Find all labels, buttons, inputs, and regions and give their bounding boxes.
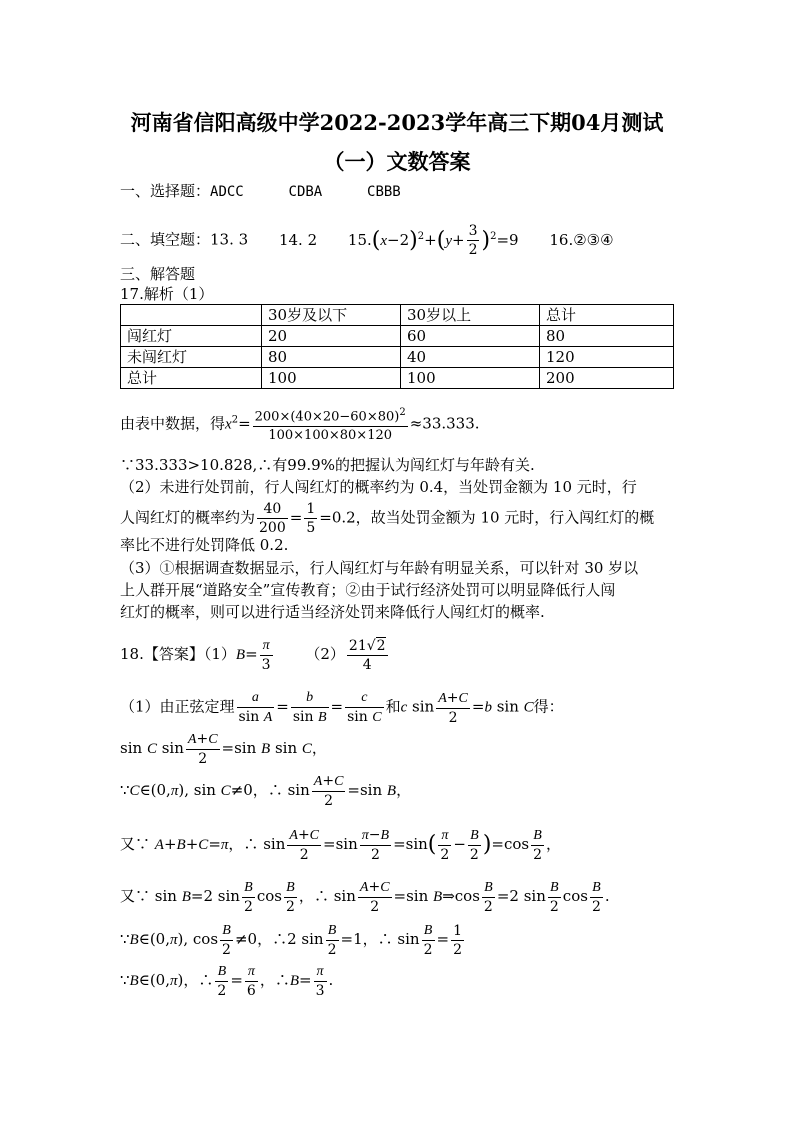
table-cell: 40 (401, 347, 540, 368)
table-header-cell (121, 305, 262, 326)
chi-numerator: 200×(40×20−60×80) (254, 409, 400, 425)
q17-heading: 17.解析（1） (120, 285, 214, 303)
choice-answers-1: ADCC (210, 184, 244, 200)
because-symbol: ∵ (120, 781, 130, 799)
also-because: 又∵ (120, 835, 151, 853)
q18-step1-post: 得： (533, 697, 564, 716)
table-cell: 80 (262, 347, 401, 368)
section-choice (120, 181, 401, 202)
table-cell: 120 (540, 347, 674, 368)
table-header-row (121, 305, 674, 326)
therefore-symbol: ∴ (272, 930, 288, 948)
therefore-symbol: ∴ (274, 971, 290, 989)
also-because: 又∵ (120, 887, 151, 905)
q18-step4: 又∵ A+B+C=π，∴ sin $\frac{A+C}{2}$ =sin $\frac{\pi-B}{2}$ =sin( $\frac{\pi}{2}$ − $\frac{B}{2}$ )=cos $\frac{B}{2}$ ， (120, 827, 562, 863)
table-cell: 60 (401, 326, 540, 347)
q18-part2-label: （2） (305, 645, 345, 663)
table-header-cell: 30岁及以下 (262, 305, 401, 326)
q18-heading: 18.【答案】（1） (120, 645, 236, 663)
table-cell: 80 (540, 326, 674, 347)
q17-part2-line1: （2）未进行处罚前，行人闯红灯的概率约为 0.4，当处罚金额为 10 元时，行 (120, 478, 637, 496)
therefore-symbol: ∴ (313, 887, 329, 905)
q17-conclusion: ∵33.333>10.828,∴有99.9%的把握认为闯红灯与年龄有关. (120, 456, 535, 474)
q18-step7: ∵B∈(0,π)，∴ $\frac{B}{2}$ = $\frac{\pi}{6}$ ，∴B= $\frac{\pi}{3}$ . (120, 964, 334, 999)
table-cell: 闯红灯 (121, 326, 262, 347)
page-subtitle: （一）文数答案 (323, 149, 471, 174)
q18-step5: 又∵ sin B=2 sin $\frac{B}{2}$ cos $\frac{B}{2}$ ，∴ sin $\frac{A+C}{2}$ =sin B⇒cos $\frac{B}{2}$ =2 sin $\frac{B}{2}$ cos $\frac{B}{2}$ . (120, 879, 610, 915)
section-solve-label: 三、解答题 (120, 265, 196, 283)
q17-part3-line2: 上人群开展“道路安全”宣传教育；②由于试行经济处罚可以明显降低行人闯 (120, 581, 616, 599)
table-cell: 未闯红灯 (121, 347, 262, 368)
fill-q15-formula: $(x-2)^2+(y+$ $\frac{3}{2}$ )$^2$=9 (371, 223, 519, 258)
choice-answers-3: CBBB (367, 184, 401, 200)
section-choice-label: 一、选择题： (120, 182, 211, 200)
q18-step6: ∵B∈(0,π), cos $\frac{B}{2}$ ≠0，∴2 sin $\frac{B}{2}$ =1，∴ sin $\frac{B}{2}$ = $\frac{1}{2}$ (120, 922, 462, 958)
fill-q15: 15. (347, 230, 372, 249)
q18-step2: sin C sin $\frac{A+C}{2}$ =sin B sin C， (120, 731, 327, 767)
q17-part2-line2: 人闯红灯的概率约为 $\frac{40}{200}$ = $\frac{1}{5}$ =0.2，故当处罚金额为 10 元时，行入闯红灯的概 (120, 501, 655, 536)
q17-part2-post: =0.2，故当处罚金额为 10 元时，行入闯红灯的概 (319, 508, 655, 527)
table-cell: 100 (401, 368, 540, 389)
q18-step1: （1）由正弦定理 $\frac{a}{\text{sin A}}$ = $\frac{b}{\text{sin B}}$ = $\frac{c}{\text{sin C}}$ 和c sin $\frac{A+C}{2}$ =b sin C得： (120, 689, 564, 726)
therefore-symbol: ∴ (198, 971, 214, 989)
table-row (121, 326, 674, 347)
table-header-cell: 30岁以上 (401, 305, 540, 326)
table-header-cell: 总计 (540, 305, 674, 326)
section-fill (120, 222, 614, 259)
table-cell: 200 (540, 368, 674, 389)
q18-ans2-denominator: 4 (362, 656, 372, 673)
because-symbol: ∵ (120, 930, 130, 948)
q18-step1-pre: （1）由正弦定理 (120, 697, 235, 716)
therefore-symbol: ∴ (243, 835, 259, 853)
contingency-table (120, 304, 674, 389)
choice-answers-2: CDBA (288, 184, 323, 200)
q17-part2-pre: 人闯红灯的概率约为 (120, 508, 256, 527)
chi-intro: 由表中数据，得 (120, 414, 226, 433)
chi-denominator: 100×100×80×120 (268, 428, 393, 444)
fill-q16: 16.②③④ (549, 230, 614, 249)
fill-q13: 13. 3 (210, 230, 249, 249)
q18-step1-mid: 和 (385, 697, 401, 716)
table-cell: 20 (262, 326, 401, 347)
section-fill-label: 二、填空题： (120, 230, 211, 249)
q18-answer-line: 18.【答案】（1）B= $\frac{\pi}{3}$ （2） $\frac{21√2}{4}$ (120, 637, 386, 673)
q17-part3-line1: （3）①根据调查数据显示，行人闯红灯与年龄有明显关系，可以针对 30 岁以 (120, 559, 639, 577)
page-title: 河南省信阳高级中学2022-2023学年高三下期04月测试 (130, 110, 664, 135)
table-cell: 100 (262, 368, 401, 389)
table-cell: 总计 (121, 368, 262, 389)
table-row (121, 368, 674, 389)
therefore-symbol: ∴ (267, 781, 283, 799)
q18-ans2-numerator: 21 (348, 637, 367, 654)
chi-result: ≈33.333. (409, 414, 480, 433)
table-row (121, 347, 674, 368)
fill-q14: 14. 2 (278, 230, 318, 249)
q18-step3: ∵C∈(0,π), sin C≠0，∴ sin $\frac{A+C}{2}$ =sin B， (120, 773, 412, 809)
because-symbol: ∵ (120, 971, 130, 989)
chi-square-line: 由表中数据，得$x^2=$ $\frac{200\times(40\times 20-60\times 80)^2}{100\times 100\times 80\times 120}$ ≈33.333. (120, 404, 480, 445)
therefore-symbol: ∴ (377, 930, 393, 948)
q17-part2-line3: 率比不进行处罚降低 0.2. (120, 536, 289, 554)
q17-part3-line3: 红灯的概率，则可以进行适当经济处罚来降低行人闯红灯的概率. (120, 603, 545, 621)
